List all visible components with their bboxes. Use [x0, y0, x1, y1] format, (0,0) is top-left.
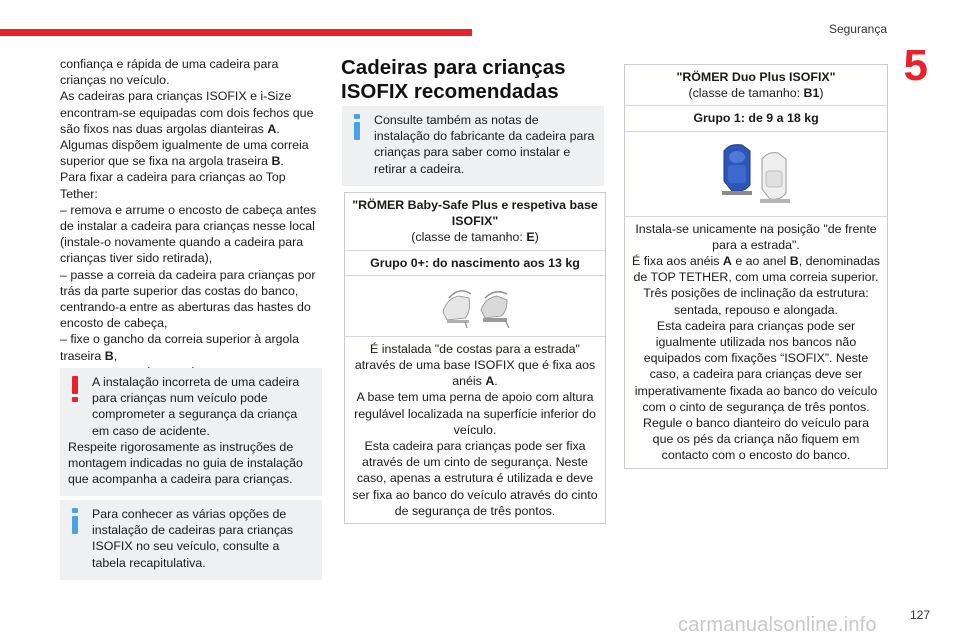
list-item: – fixe o gancho da correia superior à argola traseira B, [60, 332, 300, 363]
baby-carrier-illustration [435, 284, 515, 328]
page-number: 127 [909, 608, 930, 622]
paragraph: confiança e rápida de uma cadeira para crianças no veículo. [60, 57, 279, 88]
warning-text: Respeite rigorosamente as instruções de montagem indicadas no guia de instalação que acompanha a cadeira para crianças. [68, 439, 303, 487]
paragraph: Para fixar a cadeira para crianças ao Top Tether: [60, 170, 286, 201]
card-header [345, 193, 605, 251]
card-header [625, 65, 887, 106]
card-title: "RÖMER Baby-Safe Plus e respetiva base ISOFIX" [352, 198, 598, 229]
child-seat-illustration [716, 141, 796, 207]
warning-box [60, 368, 322, 496]
info-text: Consulte também as notas de instalação do fabricante da cadeira para crianças para saber como instalar e retirar a cadeira. [374, 113, 595, 176]
section-heading: Cadeiras para crianças ISOFIX recomendadas [341, 56, 566, 103]
card-description: Instala-se unicamente na posição "de frente para a estrada". É fixa aos anéis A e ao anel B, denominadas de TOP TETHER, com uma correia superior. Três posições de inclinação da estrutura: sentada, repouso e alongada. Esta cadeira para crianças pode ser igualmente utilizada nos bancos não equipados com fixações “ISOFIX”. Neste caso, a cadeira para crianças deve ser imperativamente fixada ao banco do veículo com o cinto de segurança de três pontos. Regule o banco dianteiro do veículo para que os pés da criança não fiquem em contacto com o encosto do banco. [632, 221, 880, 463]
info-icon [68, 507, 82, 535]
info-icon [350, 113, 364, 141]
watermark: carmanualsonline.info [678, 614, 877, 636]
weight-group: Grupo 0+: do nascimento aos 13 kg [345, 251, 605, 276]
weight-group: Grupo 1: de 9 a 18 kg [625, 106, 887, 131]
header-accent-bar [0, 29, 472, 36]
card-description: É instalada "de costas para a estrada" através de uma base ISOFIX que é fixa aos anéis A. A base tem uma perna de apoio com altura regulável localizada na superfície inferior do veículo. Esta cadeira para crianças pode ser fixa através de um cinto de segurança. Neste caso, apenas a estrutura é utilizada e deve ser fixa ao banco do veículo através do cinto de segurança de três pontos. [352, 341, 598, 518]
child-seat-card-baby-safe [344, 192, 606, 524]
card-title: "RÖMER Duo Plus ISOFIX" [676, 70, 836, 84]
info-box [60, 500, 322, 580]
chapter-number: 5 [903, 41, 928, 90]
column-left [60, 56, 322, 380]
list-item: – passe a correia da cadeira para crianças por trás da parte superior das costas do banco, centrando-a entre as aberturas das hastes do encosto de cabeça, [60, 267, 316, 331]
warning-text: A instalação incorreta de uma cadeira para crianças num veículo pode comprometer a segurança da criança em caso de acidente. [92, 375, 300, 438]
info-box [342, 106, 604, 186]
seat-illustration [625, 132, 887, 217]
size-class: (classe de tamanho: B1) [688, 86, 824, 101]
paragraph: As cadeiras para crianças ISOFIX e i-Size encontram-se equipadas com dois fechos que são fixos nas duas argolas dianteiras A. [60, 89, 314, 136]
size-class: (classe de tamanho: E) [411, 230, 539, 245]
seat-illustration [345, 276, 605, 337]
section-title: Segurança [828, 22, 887, 36]
exclamation-warning-icon [68, 375, 82, 403]
child-seat-card-duo-plus [624, 64, 888, 469]
paragraph: Algumas dispõem igualmente de uma correia superior que se fixa na argola traseira B. [60, 138, 309, 169]
info-text: Para conhecer as várias opções de instalação de cadeiras para crianças ISOFIX no seu veículo, consulte a tabela recapitulativa. [92, 507, 294, 570]
list-item: – remova e arrume o encosto de cabeça antes de instalar a cadeira para crianças nesse local (instale-o novamente quando a cadeira para crianças tiver sido retirada), [60, 202, 317, 266]
